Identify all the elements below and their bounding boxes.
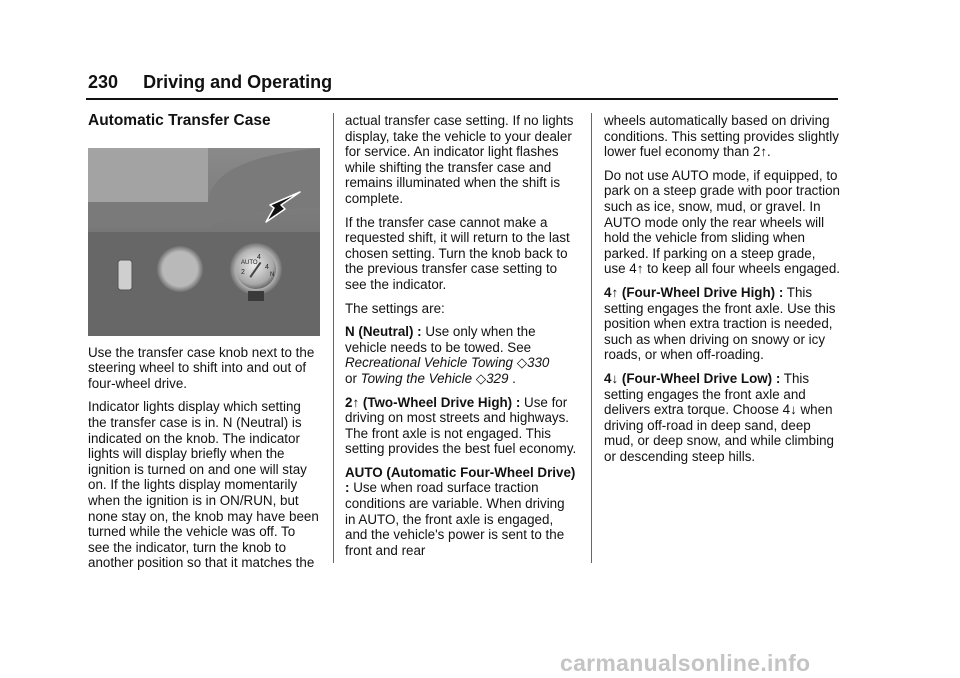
paragraph: If the transfer case cannot make a requested shift, it will return to the last chosen setting. Turn the knob back to the previous transfer case setting to see the indicator.: [345, 214, 570, 292]
paragraph: wheels automatically based on driving conditions. This setting provides slightly lower fuel economy than 2↑.: [604, 113, 839, 160]
header-rule: [86, 98, 838, 100]
setting-auto: [345, 465, 577, 559]
term-two-high: 2↑ (Two-Wheel Drive High) :: [345, 394, 521, 410]
paragraph: Do not use AUTO mode, if equipped, to park on a steep grade with poor traction such as ice, snow, mud, or gravel. In AUTO mode only the rear wheels will hold the vehicle from sliding when parked. If parking on a steep grade, use 4↑ to keep all four wheels engaged.: [604, 167, 840, 277]
paragraph: The settings are:: [345, 300, 445, 316]
term-four-high: 4↑ (Four-Wheel Drive High) :: [604, 284, 784, 300]
term-four-low: 4↓ (Four-Wheel Drive Low) :: [604, 370, 781, 386]
knob-label-auto: AUTO: [241, 259, 258, 266]
page-number: 230: [88, 72, 119, 92]
auto-text: Use when road surface traction conditions are variable. When driving in AUTO, the front axle is engaged, and the vehicle's power is sent to the front and rear: [345, 480, 565, 558]
setting-four-low: [604, 371, 840, 465]
footer-watermark: carmanualsonline.info: [560, 650, 811, 676]
topic-title: Automatic Transfer Case: [88, 112, 271, 129]
column-3: [604, 113, 840, 472]
link-towing-vehicle[interactable]: Towing the Vehicle: [360, 370, 473, 386]
column-1: [88, 113, 320, 579]
knob-label-neutral: N: [270, 271, 275, 278]
link-rv-towing[interactable]: Recreational Vehicle Towing: [345, 355, 513, 371]
column-divider: [591, 113, 592, 563]
paragraph: Use the transfer case knob next to the steering wheel to shift into and out of four-wheel drive.: [88, 344, 315, 391]
page-ref-icon: ◇: [516, 355, 528, 371]
knob-label-4lo: 4: [265, 263, 269, 271]
ref-end: .: [508, 370, 516, 386]
page-ref-330[interactable]: 330: [527, 355, 550, 371]
setting-two-high: [345, 395, 577, 457]
page-ref-icon: ◇: [475, 370, 487, 386]
term-auto: AUTO (Automatic Four-Wheel Drive) :: [345, 464, 576, 496]
page-ref-329[interactable]: 329: [486, 370, 509, 386]
setting-four-high: [604, 285, 840, 363]
setting-neutral: [345, 324, 577, 386]
knob-label-2hi: 2: [241, 268, 245, 276]
paragraph: Indicator lights display which setting the transfer case is in. N (Neutral) is indicated on the knob. The indicator lights will display briefly when the ignition is turned on and one will stay on. If the lights display momentarily when the ignition is in ON/RUN, but none stay on, the knob may have been turned while the vehicle was off. To see the indicator, turn the knob to another position so that it matches the: [88, 399, 319, 571]
neutral-text: Use only when the vehicle needs to be towed. See: [345, 324, 536, 355]
paragraph: actual transfer case setting. If no lights display, take the vehicle to your dealer for service. An indicator light flashes while shifting the transfer case and remains illuminated when the shift is complete.: [345, 113, 574, 206]
two-high-text: Use for driving on most streets and highways. The front axle is not engaged. This setting provides the best fuel economy.: [345, 394, 577, 457]
four-low-text: This setting engages the front axle and delivers extra torque. Choose 4↓ when driving off-road in deep sand, deep mud, or deep snow, and while climbing or descending steep hills.: [604, 370, 835, 464]
transfer-case-knob-photo: [88, 148, 320, 336]
column-2: [345, 113, 577, 566]
term-neutral: N (Neutral) :: [345, 324, 422, 340]
section-title: Driving and Operating: [143, 72, 333, 92]
page-header: [88, 72, 332, 93]
ref-join: or: [345, 370, 361, 386]
knob-label-4hi: 4: [257, 253, 261, 261]
column-divider: [333, 113, 334, 563]
four-high-text: This setting engages the front axle. Use this position when extra traction is needed, such as when driving on snowy or icy roads, or when off-roading.: [604, 284, 836, 363]
